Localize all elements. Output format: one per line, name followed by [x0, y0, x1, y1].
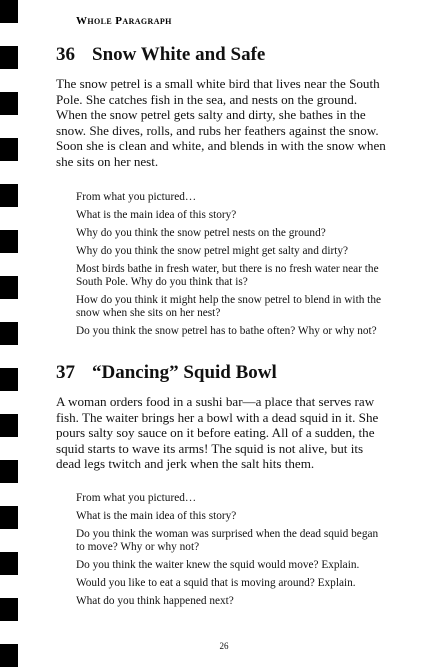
question-item: Do you think the woman was surprised when the dead squid began to move? Why or why not? [76, 528, 379, 554]
question-item: Why do you think the snow petrel might get salty and dirty? [76, 245, 349, 257]
story-36-questions [76, 191, 388, 343]
question-item: Why do you think the snow petrel nests on the ground? [76, 227, 326, 239]
story-title [56, 362, 388, 384]
strip-block [0, 230, 18, 253]
story-37-questions [76, 492, 388, 613]
question-item: From what you pictured… [76, 191, 197, 203]
question-item: Do you think the snow petrel has to bathe often? Why or why not? [76, 325, 377, 338]
page-number: 26 [219, 641, 229, 651]
story-number: 37 [56, 362, 75, 383]
strip-block [0, 276, 18, 299]
strip-block [0, 46, 18, 69]
strip-block [0, 552, 18, 575]
story-37 [56, 362, 388, 472]
strip-block [0, 184, 18, 207]
story-number: 36 [56, 44, 75, 65]
strip-block [0, 460, 18, 483]
story-paragraph: The snow petrel is a small white bird that lives near the South Pole. She catches fish in the sea, and nests on the ground. When the snow petrel gets salty and dirty, she bathes in the snow. She dives, rolls, and rubs her feathers against the snow. Soon she is clean and white, and blends in with the snow when she sits on her nest. [56, 76, 386, 169]
question-item: Do you think the waiter knew the squid would move? Explain. [76, 559, 360, 572]
strip-block [0, 598, 18, 621]
strip-block [0, 368, 18, 391]
strip-block [0, 414, 18, 437]
question-item: From what you pictured… [76, 492, 197, 504]
strip-block [0, 644, 18, 667]
question-item: How do you think it might help the snow petrel to blend in with the snow when she sits on her nest? [76, 294, 381, 320]
question-item: Most birds bathe in fresh water, but there is no fresh water near the South Pole. Why do you think that is? [76, 263, 379, 289]
story-title-text: “Dancing” Squid Bowl [92, 362, 277, 383]
section-header: Whole Paragraph [76, 15, 172, 27]
story-title-text: Snow White and Safe [92, 44, 266, 65]
question-item: What do you think happened next? [76, 595, 234, 608]
strip-block [0, 138, 18, 161]
strip-block [0, 0, 18, 23]
strip-block [0, 506, 18, 529]
question-item: What is the main idea of this story? [76, 510, 237, 522]
story-title [56, 44, 388, 66]
story-paragraph: A woman orders food in a sushi bar—a place that serves raw fish. The waiter brings her a bowl with a dead squid in it. She pours salty soy sauce on it before eating. All of a sudden, the squid starts to wave its arms! The squid is not alive, but its dead legs twitch and jerk when the salt hits them. [56, 394, 379, 472]
question-item: What is the main idea of this story? [76, 209, 237, 221]
strip-block [0, 92, 18, 115]
strip-block [0, 322, 18, 345]
margin-checker-strip [0, 0, 18, 670]
question-item: Would you like to eat a squid that is moving around? Explain. [76, 577, 356, 590]
story-36 [56, 44, 388, 170]
